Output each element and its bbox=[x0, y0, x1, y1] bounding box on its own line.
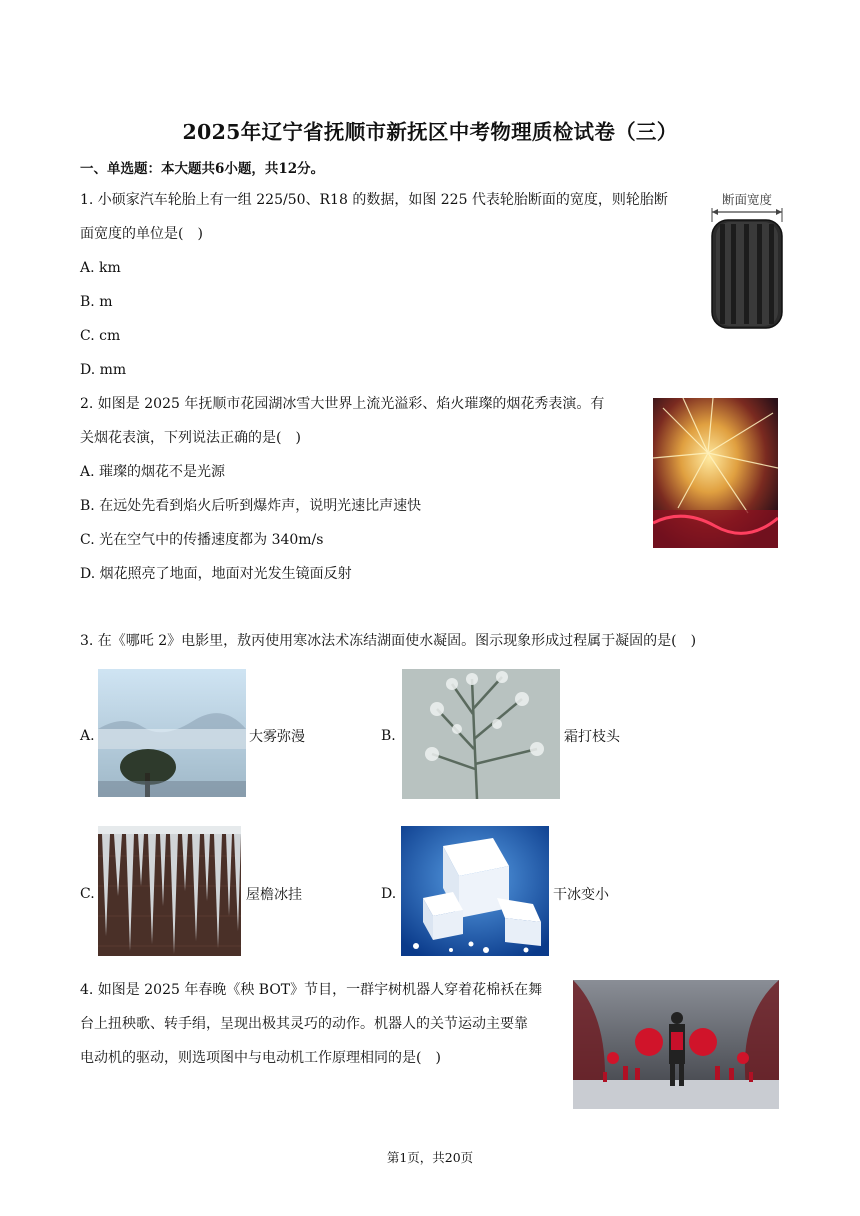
q2-option-b: B. 在远处先看到焰火后听到爆炸声，说明光速比声速快 bbox=[80, 498, 422, 514]
q1-stem-line1: 1. 小硕家汽车轮胎上有一组 225/50、R18 的数据，如图 225 代表轮胎断面的宽度，则轮胎断 bbox=[80, 192, 668, 208]
section-heading: 一、单选题：本大题共6小题，共12分。 bbox=[80, 161, 325, 177]
tire-image bbox=[706, 206, 788, 330]
q2-option-d: D. 烟花照亮了地面，地面对光发生镜面反射 bbox=[80, 566, 352, 582]
fireworks-image bbox=[653, 398, 778, 548]
fog-image bbox=[98, 669, 246, 797]
q3-option-d-letter: D. bbox=[381, 886, 397, 902]
q3-option-c-caption: 屋檐冰挂 bbox=[246, 887, 302, 903]
robot-dance-image bbox=[573, 980, 779, 1109]
q1-option-a: A. km bbox=[80, 260, 121, 276]
dry-ice-image bbox=[401, 826, 549, 956]
q4-stem-line1: 4. 如图是 2025 年春晚《秧 BOT》节目，一群宇树机器人穿着花棉袄在舞 bbox=[80, 982, 543, 998]
q3-option-b-caption: 霜打枝头 bbox=[564, 729, 620, 745]
q1-option-b: B. m bbox=[80, 294, 113, 310]
q2-option-c: C. 光在空气中的传播速度都为 340m/s bbox=[80, 532, 324, 548]
frost-branch-image bbox=[402, 669, 560, 799]
q3-option-a-letter: A. bbox=[80, 728, 95, 744]
q2-stem-line1: 2. 如图是 2025 年抚顺市花园湖冰雪大世界上流光溢彩、焰火璀璨的烟花秀表演。有 bbox=[80, 396, 605, 412]
q1-option-d: D. mm bbox=[80, 362, 127, 378]
q2-option-a: A. 璀璨的烟花不是光源 bbox=[80, 464, 226, 480]
tire-figure-label: 断面宽度 bbox=[721, 192, 772, 207]
q3-option-b-letter: B. bbox=[381, 728, 396, 744]
q4-stem-line2: 台上扭秧歌、转手绢，呈现出极其灵巧的动作。机器人的关节运动主要靠 bbox=[80, 1016, 528, 1032]
page-title: 2025年辽宁省抚顺市新抚区中考物理质检试卷（三） bbox=[182, 120, 678, 144]
q3-stem-line1: 3. 在《哪吒 2》电影里，敖丙使用寒冰法术冻结湖面使水凝固。图示现象形成过程属于凝固的是( ) bbox=[80, 633, 697, 649]
q4-stem-line3: 电动机的驱动，则选项图中与电动机工作原理相同的是( ) bbox=[80, 1050, 441, 1066]
page-footer: 第1页，共20页 bbox=[386, 1150, 474, 1165]
q3-option-c-letter: C. bbox=[80, 886, 95, 902]
q3-option-d-caption: 干冰变小 bbox=[553, 887, 609, 903]
q1-stem-line2: 面宽度的单位是( ) bbox=[80, 226, 203, 242]
q2-stem-line2: 关烟花表演，下列说法正确的是( ) bbox=[80, 430, 301, 446]
q3-option-a-caption: 大雾弥漫 bbox=[249, 729, 305, 745]
q1-option-c: C. cm bbox=[80, 328, 121, 344]
icicles-image bbox=[98, 826, 241, 956]
